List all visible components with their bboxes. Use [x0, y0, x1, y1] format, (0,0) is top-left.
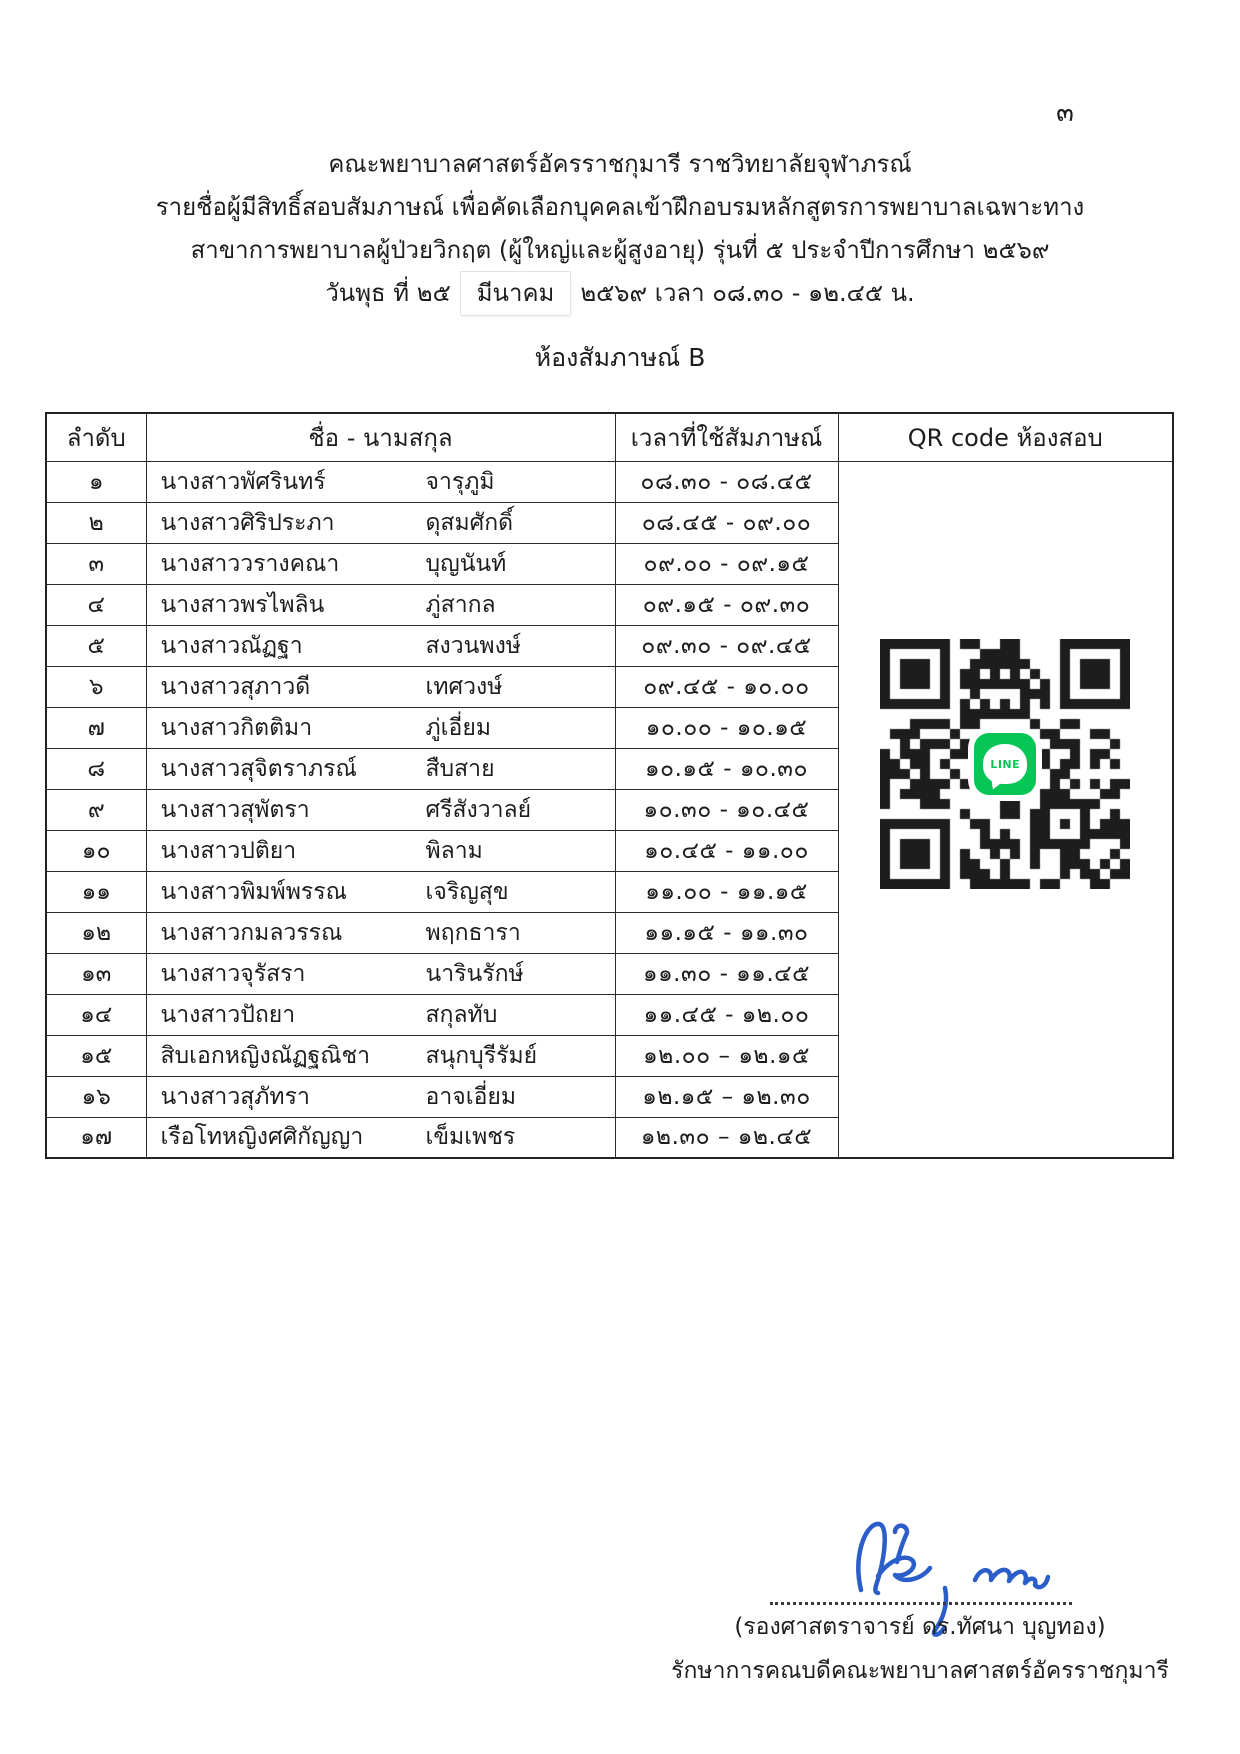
page-number: ๓: [1056, 98, 1074, 128]
last-name: สกุลทับ: [425, 1001, 498, 1028]
name-cell: [146, 871, 615, 912]
last-name: พฤกธารา: [425, 919, 521, 946]
time-cell: ๐๙.๐๐ - ๐๙.๑๕: [615, 543, 838, 584]
name-cell: [146, 830, 615, 871]
last-name: ดุสมศักดิ์: [425, 509, 514, 536]
first-name: นางสาวศิริประภา: [160, 509, 335, 536]
last-name: เทศวงษ์: [425, 673, 503, 700]
first-name: สิบเอกหญิงณัฏฐณิชา: [160, 1042, 371, 1069]
name-cell: [146, 502, 615, 543]
order-cell: ๑๐: [46, 830, 146, 871]
time-cell: ๑๒.๓๐ – ๑๒.๔๕: [615, 1117, 838, 1158]
document-title-block: [0, 143, 1240, 315]
first-name: นางสาวสุภัทรา: [160, 1083, 310, 1110]
time-cell: ๑๒.๐๐ – ๑๒.๑๕: [615, 1035, 838, 1076]
order-cell: ๑๗: [46, 1117, 146, 1158]
first-name: นางสาวสุภาวดี: [160, 673, 311, 700]
last-name: เจริญสุข: [425, 878, 509, 905]
name-cell: [146, 748, 615, 789]
last-name: พิลาม: [425, 837, 483, 864]
first-name: นางสาวพรไพลิน: [160, 591, 325, 618]
order-cell: ๕: [46, 625, 146, 666]
month-correction-box: มีนาคม: [461, 272, 571, 315]
first-name: นางสาวปัถยา: [160, 1001, 296, 1028]
name-cell: [146, 1035, 615, 1076]
first-name: นางสาวสุพัตรา: [160, 796, 310, 823]
order-cell: ๑๑: [46, 871, 146, 912]
name-cell: [146, 707, 615, 748]
first-name: เรือโทหญิงศศิกัญญา: [160, 1124, 364, 1151]
time-cell: ๐๙.๔๕ - ๑๐.๐๐: [615, 666, 838, 707]
signer-name: (รองศาสตราจารย์ ดร.ทัศนา บุญทอง): [734, 1614, 1106, 1640]
first-name: นางสาววรางคณา: [160, 550, 340, 577]
date-prefix: วันพุธ ที่ ๒๕: [325, 279, 451, 307]
order-cell: ๒: [46, 502, 146, 543]
time-cell: ๑๐.๐๐ - ๑๐.๑๕: [615, 707, 838, 748]
table-row: [46, 461, 1173, 502]
name-cell: [146, 1076, 615, 1117]
first-name: นางสาวจุรัสรา: [160, 960, 306, 987]
signer-title: รักษาการคณบดีคณะพยาบาลศาสตร์อัครราชกุมารี: [671, 1658, 1169, 1684]
last-name: นารินรักษ์: [425, 960, 524, 987]
order-cell: ๓: [46, 543, 146, 584]
time-cell: ๑๑.๐๐ - ๑๑.๑๕: [615, 871, 838, 912]
order-cell: ๔: [46, 584, 146, 625]
order-cell: ๑: [46, 461, 146, 502]
time-cell: ๑๑.๑๕ - ๑๑.๓๐: [615, 912, 838, 953]
date-line: [0, 272, 1240, 315]
name-cell: [146, 912, 615, 953]
name-cell: [146, 461, 615, 502]
time-cell: ๑๐.๔๕ - ๑๑.๐๐: [615, 830, 838, 871]
last-name: ศรีสังวาลย์: [425, 796, 532, 823]
name-cell: [146, 994, 615, 1035]
title-line-1: คณะพยาบาลศาสตร์อัครราชกุมารี ราชวิทยาลัยจุฬาภรณ์: [328, 150, 912, 178]
last-name: อาจเอี่ยม: [425, 1083, 517, 1110]
time-cell: ๑๒.๑๕ – ๑๒.๓๐: [615, 1076, 838, 1117]
time-cell: ๐๙.๓๐ - ๐๙.๔๕: [615, 625, 838, 666]
order-cell: ๘: [46, 748, 146, 789]
name-cell: [146, 953, 615, 994]
name-cell: [146, 789, 615, 830]
last-name: เข็มเพชร: [425, 1124, 516, 1151]
first-name: นางสาวกิตติมา: [160, 714, 313, 741]
name-cell: [146, 543, 615, 584]
name-cell: [146, 666, 615, 707]
order-cell: ๑๔: [46, 994, 146, 1035]
order-cell: ๑๓: [46, 953, 146, 994]
column-header-time: เวลาที่ใช้สัมภาษณ์: [615, 413, 838, 461]
last-name: ภู่สากล: [425, 591, 496, 618]
name-cell: [146, 584, 615, 625]
time-cell: ๑๑.๓๐ - ๑๑.๔๕: [615, 953, 838, 994]
order-cell: ๗: [46, 707, 146, 748]
column-header-order: ลำดับ: [46, 413, 146, 461]
first-name: นางสาวสุจิตราภรณ์: [160, 755, 357, 782]
last-name: สืบสาย: [425, 755, 495, 782]
time-cell: ๑๑.๔๕ - ๑๒.๐๐: [615, 994, 838, 1035]
qr-code-cell: [838, 461, 1173, 1158]
time-cell: ๑๐.๓๐ - ๑๐.๔๕: [615, 789, 838, 830]
first-name: นางสาวกมลวรรณ: [160, 919, 343, 946]
footer-block: [640, 1610, 1200, 1688]
line-logo-icon: LINE: [974, 733, 1036, 795]
qr-code: [880, 639, 1130, 889]
time-cell: ๐๙.๑๕ - ๐๙.๓๐: [615, 584, 838, 625]
column-header-qr: QR code ห้องสอบ: [838, 413, 1173, 461]
title-line-2: รายชื่อผู้มีสิทธิ์สอบสัมภาษณ์ เพื่อคัดเลือกบุคคลเข้าฝึกอบรมหลักสูตรการพยาบาลเฉพาะทาง: [155, 193, 1085, 221]
first-name: นางสาวณัฏฐา: [160, 632, 303, 659]
time-cell: ๐๘.๔๕ - ๐๙.๐๐: [615, 502, 838, 543]
name-cell: [146, 1117, 615, 1158]
order-cell: ๖: [46, 666, 146, 707]
time-cell: ๑๐.๑๕ - ๑๐.๓๐: [615, 748, 838, 789]
last-name: จารุภูมิ: [425, 468, 495, 495]
first-name: นางสาวปติยา: [160, 837, 297, 864]
last-name: ภู่เอี่ยม: [425, 714, 491, 741]
first-name: นางสาวพิมพ์พรรณ: [160, 878, 347, 905]
name-cell: [146, 625, 615, 666]
date-suffix: ๒๕๖๙ เวลา ๐๘.๓๐ - ๑๒.๔๕ น.: [580, 279, 915, 307]
last-name: บุญนันท์: [425, 550, 507, 577]
signature-dotted-line: [770, 1586, 1072, 1605]
order-cell: ๙: [46, 789, 146, 830]
interview-schedule-table: [45, 412, 1174, 1159]
time-cell: ๐๘.๓๐ - ๐๘.๔๕: [615, 461, 838, 502]
last-name: สงวนพงษ์: [425, 632, 521, 659]
column-header-name: ชื่อ - นามสกุล: [146, 413, 615, 461]
order-cell: ๑๖: [46, 1076, 146, 1117]
order-cell: ๑๒: [46, 912, 146, 953]
room-title: ห้องสัมภาษณ์ B: [534, 343, 706, 372]
title-line-3: สาขาการพยาบาลผู้ป่วยวิกฤต (ผู้ใหญ่และผู้สูงอายุ) รุ่นที่ ๕ ประจำปีการศึกษา ๒๕๖๙: [190, 236, 1050, 264]
first-name: นางสาวพัศรินทร์: [160, 468, 326, 495]
last-name: สนุกบุรีรัมย์: [425, 1042, 538, 1069]
order-cell: ๑๕: [46, 1035, 146, 1076]
